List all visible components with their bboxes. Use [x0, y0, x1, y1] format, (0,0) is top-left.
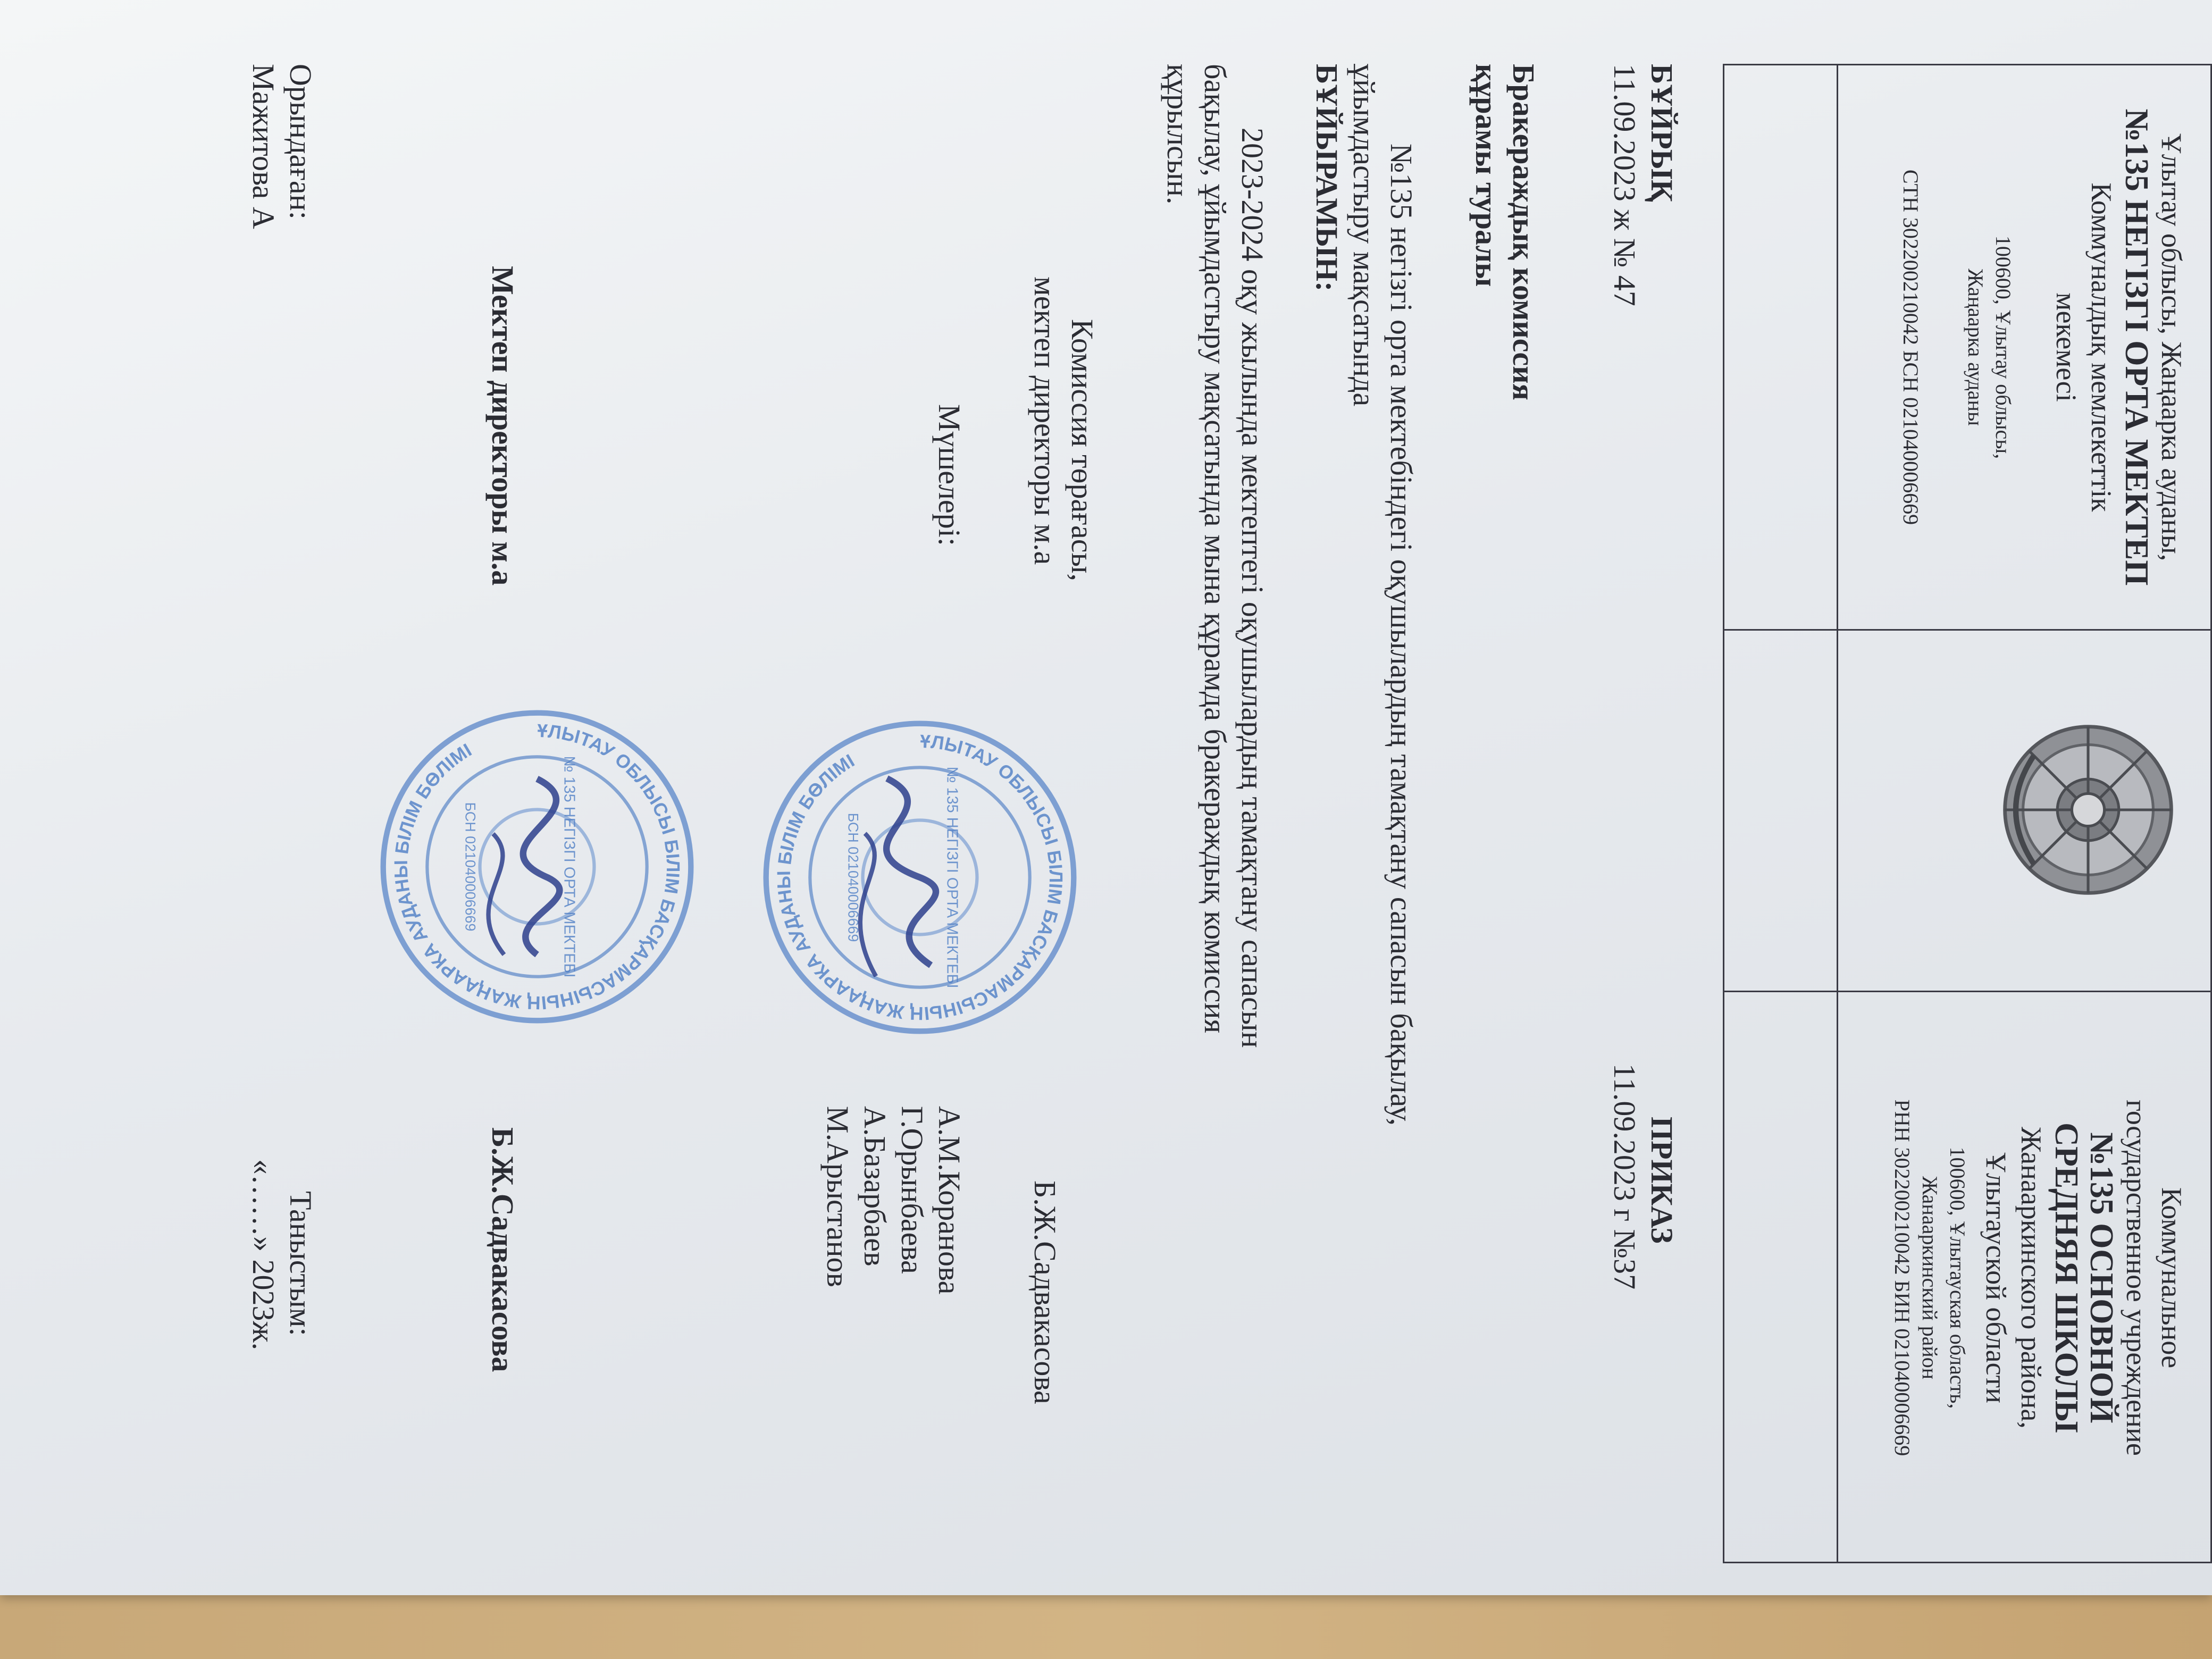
ru-region-line: Ұлытауской области [1980, 1152, 2012, 1404]
state-emblem-icon [1998, 719, 2179, 900]
ru-school-name-1: №135 ОСНОВНОЙ [2083, 1132, 2119, 1423]
kz-address-line2: Жаңаарка ауданы [1964, 269, 1988, 426]
letterhead-row-divider [1837, 65, 1838, 1562]
ru-address-line2: Жанааркинский район [1918, 1176, 1942, 1380]
member-3: А.Базарбаев [858, 1106, 892, 1267]
svg-text:№ 135 НЕГІЗГІ ОРТА МЕКТЕБІ: № 135 НЕГІЗГІ ОРТА МЕКТЕБІ [560, 756, 578, 978]
signatory-name: Б.Ж.Садвакасова [485, 1127, 520, 1372]
letterhead-table [1723, 64, 2212, 1563]
order-date-kz: 11.09.2023 ж № 47 [1607, 64, 1642, 306]
ru-tax-ids: РНН 302200210042 БИН 021040006669 [1890, 1099, 1914, 1456]
directive-word: БҰЙЫРАМЫН: [1310, 64, 1344, 292]
letterhead-kz [1897, 76, 2189, 618]
letterhead-ru [1888, 1001, 2189, 1554]
kz-type-line2: мекемесі [2050, 292, 2082, 402]
kz-address-line1: 100600, Ұлытау облысы, [1991, 235, 2015, 459]
svg-text:№ 135 НЕГІЗГІ ОРТА МЕКТЕБІ: № 135 НЕГІЗГІ ОРТА МЕКТЕБІ [943, 766, 961, 988]
body-line2: бақылау, ұйымдастыру мақсатында мына құрамда бракераждық комиссия [1198, 64, 1233, 1034]
executor-name: Мажитова А [246, 64, 281, 229]
order-title-kz: БҰЙРЫҚ [1645, 64, 1679, 202]
order-subject-line2: құрамы туралы [1469, 64, 1504, 287]
member-2: Г.Орынбаева [895, 1106, 929, 1274]
executor-label: Орындаған: [283, 64, 318, 220]
order-subject-line1: Бракераждық комиссия [1506, 64, 1541, 400]
ru-district-line: Жанааркинского района, [2015, 1127, 2047, 1429]
ru-type-line2: государственное учреждение [2121, 1100, 2152, 1456]
chair-label-line1: Комиссия төрағасы, [1065, 319, 1100, 581]
letterhead-divider-right [1724, 991, 2210, 992]
member-1: А.М.Коранова [932, 1106, 967, 1295]
kz-school-name: №135 НЕГІЗГІ ОРТА МЕКТЕП [2118, 108, 2155, 586]
svg-text:БСН 021040006669: БСН 021040006669 [462, 802, 479, 932]
school-seal-stamp-1 [755, 713, 1085, 1042]
school-seal-stamp-2 [372, 702, 702, 1032]
ru-type-line1: Коммунальное [2156, 1187, 2188, 1369]
ru-school-name-2: СРЕДНЯЯ ШКОЛЫ [2048, 1122, 2084, 1433]
kz-address [1897, 76, 2017, 618]
svg-text:БСН 021040006669: БСН 021040006669 [845, 812, 861, 942]
ru-address [1888, 1001, 1971, 1554]
member-4: М.Арыстанов [820, 1106, 855, 1287]
ru-address-line1: 100600, Ұлытауская область, [1946, 1146, 1970, 1409]
signatory-role: Мектеп директоры м.а [485, 266, 520, 586]
acquainted-date: «……» 2023ж. [246, 1159, 281, 1351]
svg-text:ҰЛЫТАУ ОБЛЫСЫ БІЛІМ БАСҚАРМАСЫ: ҰЛЫТАУ ОБЛЫСЫ БІЛІМ БАСҚАРМАСЫНЫҢ ЖАҢААРКА АУДАНЫ БІЛІМ БӨЛІМІ [773, 731, 1067, 1024]
body-line3: құрылсын. [1161, 64, 1195, 205]
order-document [64, 21, 2212, 1574]
chair-label-line2: мектеп директоры м.а [1028, 276, 1062, 565]
order-title-ru: ПРИКАЗ [1645, 1117, 1679, 1244]
intro-line1: №135 негізгі орта мектебіндегі оқушылардың тамақтану сапасын бақылау, [1384, 144, 1419, 1126]
intro-line2: ұйымдастыру мақсатында [1347, 64, 1381, 407]
body-line1: 2023-2024 оқу жылында мектептегі оқушылардың тамақтану сапасын [1235, 128, 1270, 1048]
letterhead-divider-left [1724, 629, 2210, 631]
kz-tax-ids: СТН 302200210042 БСН 021040006669 [1899, 169, 1923, 525]
acquainted-label: Таныстым: [283, 1191, 318, 1336]
chair-name: Б.Ж.Садвакасова [1028, 1180, 1062, 1404]
kz-type-line: Коммуналдық мемлекеттік [2085, 182, 2117, 512]
svg-text:ҰЛЫТАУ ОБЛЫСЫ БІЛІМ БАСҚАРМАСЫ: ҰЛЫТАУ ОБЛЫСЫ БІЛІМ БАСҚАРМАСЫНЫҢ ЖАҢААРКА АУДАНЫ БІЛІМ БӨЛІМІ [390, 720, 684, 1013]
members-label: Мүшелері: [932, 404, 967, 546]
kz-region-line: Ұлытау облысы, Жаңаарка ауданы, [2156, 133, 2188, 562]
order-date-ru: 11.09.2023 г №37 [1607, 1063, 1642, 1289]
